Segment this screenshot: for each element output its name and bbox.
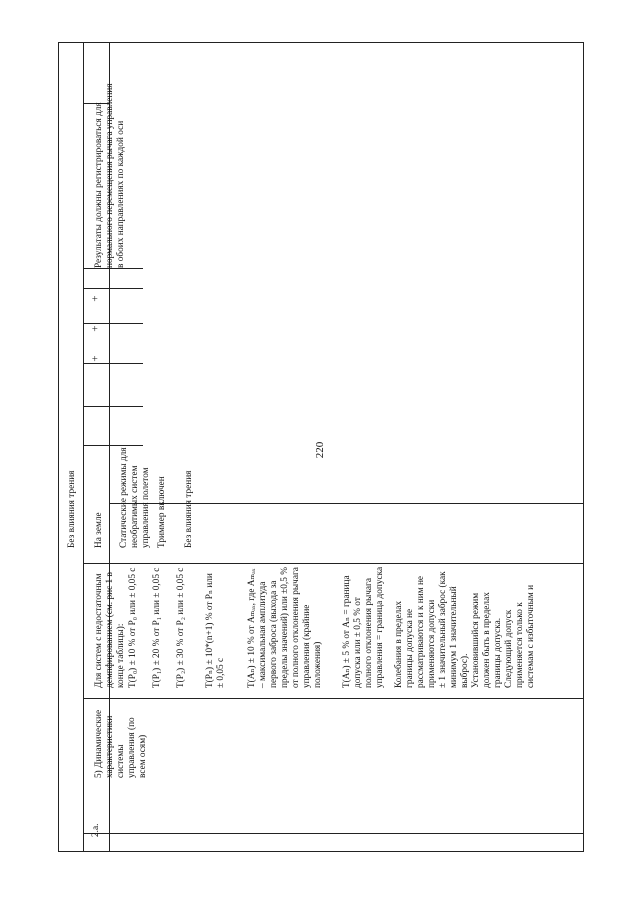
check-mark: + (89, 325, 102, 332)
check-mark: + (89, 295, 102, 302)
remarks: Результаты должны регистрироваться для нормального перемещения рычага управления в обоих направлениях по каждой оси (94, 83, 126, 268)
check-mark: + (89, 355, 102, 362)
tolerance-oscillation-notes: Колебания в пределах границы допуска не рассматриваются и к ним не применяются допуски ± 1 значительный заброс (как минимум 1 значительный выброс). Установившийся режим должен быть в пределах границы допуска. Следующий допуск применяется только к системам с избыточным и (394, 571, 536, 688)
tolerance-intro: Для систем с недостаточным демпфированием (см. рис 1 в конце таблицы): (94, 572, 126, 688)
tolerance-p2: T(P₂) ± 30 % от P₂ или ± 0,05 с (176, 567, 186, 688)
page-number: 220 (314, 441, 326, 459)
condition-ground: На земле (94, 512, 104, 548)
row-separator (83, 288, 143, 289)
row-separator (83, 323, 143, 324)
conditions-header: Без влияния трения (67, 470, 77, 548)
condition-no-friction: Без влияния трения (184, 470, 194, 548)
column-separator (83, 43, 84, 851)
tolerance-pn: T(Pₙ) ± 10*(n+1) % от Pₙ или ± 0,05 с (205, 573, 226, 688)
tolerance-an: T(Aₙ) ± 5 % от Aₙ = граница допуска или ± 0,5 % от полного отклонения рычага управления = граница допуска (342, 566, 385, 688)
parameter-name: 5) Динамические характеристики системы управления (по всем осям) (94, 709, 148, 778)
requirements-table (58, 42, 584, 852)
row-separator (83, 363, 143, 364)
tolerance-p0: T(P₀) ± 10 % от P₀ или ± 0,05 с (128, 567, 138, 688)
condition-static: Статические режимы для необратимых систем управления полетом (119, 447, 151, 548)
row-separator (83, 406, 143, 407)
row-separator (83, 698, 583, 699)
row-separator (109, 503, 583, 504)
condition-trimmer: Триммер включен (157, 476, 167, 548)
tolerance-an-max: T(Aₙ) ± 10 % от Aₘₐₓ, где Aₘₐₓ – максимальная амплитуда первого заброса (выхода за пределы значений) или ±0,5 % от полного отклонения рычага управления (крайние положения) (247, 567, 323, 688)
row-number: 2.а. (91, 823, 101, 837)
row-separator (83, 833, 583, 834)
tolerance-p1: T(P₁) ± 20 % от P₁ или ± 0,05 с (152, 567, 162, 688)
row-separator (83, 268, 143, 269)
